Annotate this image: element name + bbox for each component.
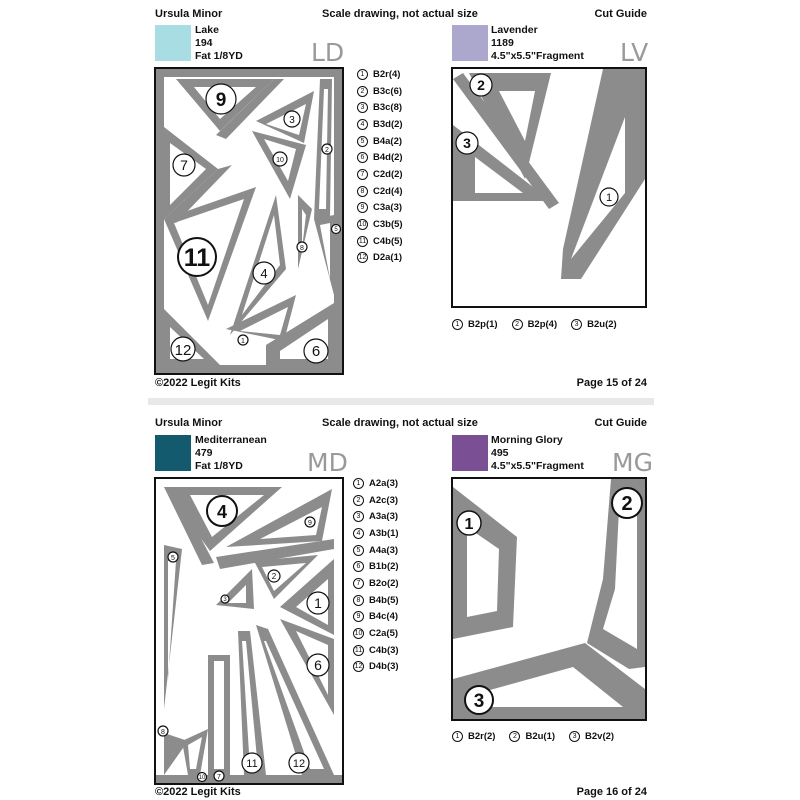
piece-number: 8 xyxy=(161,729,165,736)
fabric-swatch-lavender xyxy=(452,25,488,61)
piece-number: 6 xyxy=(311,343,321,360)
piece-number: 3 xyxy=(289,115,295,126)
legend-item: 2 B2p(4) xyxy=(512,316,558,333)
page-number: Page 16 of 24 xyxy=(576,786,647,798)
fabric-number: 194 xyxy=(195,37,213,49)
cut-guide-page-16 xyxy=(0,405,800,800)
fabric-name: Mediterranean xyxy=(195,434,267,446)
fabric-number: 1189 xyxy=(491,37,514,49)
fabric-swatch-mediterranean xyxy=(155,435,191,471)
fabric-info-lavender xyxy=(491,24,584,63)
guide-label: Cut Guide xyxy=(594,417,647,429)
guide-label: Cut Guide xyxy=(594,8,647,20)
fabric-cut: 4.5"x5.5"Fragment xyxy=(491,50,584,62)
piece-band-5 xyxy=(314,215,334,295)
legend-item: 9 B4c(4) xyxy=(353,609,399,626)
fabric-cut: 4.5"x5.5"Fragment xyxy=(491,460,584,472)
legend-item: 2 B3c(6) xyxy=(357,83,403,100)
piece-number: 2 xyxy=(477,77,485,93)
piece-number: 2 xyxy=(325,147,329,154)
legend-item: 4 A3b(1) xyxy=(353,525,399,542)
piece-number: 12 xyxy=(174,342,192,359)
legend-item: 8 B4b(5) xyxy=(353,592,399,609)
legend-item: 7 B2o(2) xyxy=(353,575,399,592)
cut-legend-md xyxy=(353,475,399,675)
cut-diagram-lv xyxy=(453,69,645,306)
copyright: ©2022 Legit Kits xyxy=(155,377,241,389)
piece-number: 4 xyxy=(260,266,268,281)
fabric-code: MD xyxy=(307,448,348,477)
legend-item: 3 B2v(2) xyxy=(569,728,614,745)
legend-item: 11 C4b(3) xyxy=(354,644,399,656)
fabric-number: 495 xyxy=(491,447,509,459)
legend-item: 9 C3a(3) xyxy=(357,200,403,217)
cut-diagram-mg xyxy=(453,479,645,719)
fabric-name: Morning Glory xyxy=(491,434,563,446)
copyright: ©2022 Legit Kits xyxy=(155,786,241,798)
piece-number: 10 xyxy=(198,775,206,781)
piece-number: 11 xyxy=(183,244,211,272)
legend-item: 10 C2a(5) xyxy=(354,628,399,640)
cut-panel-lv xyxy=(451,67,647,308)
piece-number: 1 xyxy=(314,595,322,611)
fabric-info-morning-glory xyxy=(491,434,584,473)
fabric-cut: Fat 1/8YD xyxy=(195,50,243,62)
pattern-title: Ursula Minor xyxy=(155,417,223,429)
legend-item: 3 B3c(8) xyxy=(357,99,403,116)
legend-item: 3 A3a(3) xyxy=(353,508,399,525)
legend-item: 2 B2u(1) xyxy=(509,728,555,745)
piece-number: 5 xyxy=(171,555,175,562)
piece-number: 2 xyxy=(621,493,633,515)
fabric-code: LD xyxy=(311,38,345,67)
piece-number: 3 xyxy=(223,597,227,603)
page-divider xyxy=(148,398,654,405)
legend-item: 7 C2d(2) xyxy=(357,166,403,183)
legend-item: 1 B2p(1) xyxy=(452,316,498,333)
legend-item: 12 D2a(1) xyxy=(358,252,403,264)
piece-number: 9 xyxy=(215,90,227,111)
fabric-number: 479 xyxy=(195,447,213,459)
piece-number: 1 xyxy=(241,338,245,345)
cut-diagram-md xyxy=(156,479,342,783)
legend-item: 10 C3b(5) xyxy=(358,219,403,231)
cut-panel-mg xyxy=(451,477,647,721)
piece-number: 5 xyxy=(334,227,338,233)
piece-band-1 xyxy=(453,487,517,639)
frame-band xyxy=(334,69,342,373)
legend-item: 6 B1b(2) xyxy=(353,558,399,575)
fabric-name: Lavender xyxy=(491,24,538,36)
page-number: Page 15 of 24 xyxy=(576,377,647,389)
fabric-info-mediterranean xyxy=(195,434,267,473)
cut-panel-ld xyxy=(154,67,344,375)
piece-band-3 xyxy=(216,569,254,609)
fabric-swatch-lake xyxy=(155,25,191,61)
legend-item: 2 A2c(3) xyxy=(353,492,399,509)
piece-number: 9 xyxy=(308,520,312,527)
legend-item: 1 B2r(2) xyxy=(452,728,495,745)
piece-band-12 xyxy=(256,625,334,775)
piece-number: 1 xyxy=(464,516,474,533)
legend-item: 8 C2d(4) xyxy=(357,183,403,200)
fabric-name: Lake xyxy=(195,24,219,36)
fabric-code: LV xyxy=(620,38,649,67)
legend-item: 3 B2u(2) xyxy=(571,316,617,333)
legend-item: 6 B4d(2) xyxy=(357,149,403,166)
legend-item: 12 D4b(3) xyxy=(354,661,399,673)
fabric-info-lake xyxy=(195,24,243,63)
piece-number: 3 xyxy=(463,135,471,151)
piece-number: 10 xyxy=(276,157,284,164)
piece-number: 3 xyxy=(473,691,485,712)
fabric-swatch-morning-glory xyxy=(452,435,488,471)
piece-band-7 xyxy=(208,655,230,775)
frame-band xyxy=(156,775,342,783)
piece-band-10 xyxy=(182,729,208,775)
piece-band-5 xyxy=(164,545,182,709)
piece-number: 2 xyxy=(271,572,277,581)
cut-diagram-ld xyxy=(156,69,342,373)
fabric-cut: Fat 1/8YD xyxy=(195,460,243,472)
piece-number: 11 xyxy=(246,758,258,770)
piece-number: 8 xyxy=(300,245,304,252)
piece-number: 6 xyxy=(314,657,322,673)
piece-number: 1 xyxy=(605,192,613,204)
legend-item: 5 A4a(3) xyxy=(353,542,399,559)
piece-number: 12 xyxy=(292,758,306,770)
piece-number: 4 xyxy=(216,502,228,522)
frame-band xyxy=(561,69,645,279)
piece-number: 7 xyxy=(180,157,188,173)
legend-item: 1 B2r(4) xyxy=(357,66,403,83)
cut-legend-ld xyxy=(357,66,403,266)
cut-panel-md xyxy=(154,477,344,785)
piece-number: 7 xyxy=(217,774,221,781)
piece-band-8 xyxy=(298,195,312,269)
legend-item: 1 A2a(3) xyxy=(353,475,399,492)
legend-item: 4 B3d(2) xyxy=(357,116,403,133)
cut-legend-mg xyxy=(452,728,628,745)
pattern-title: Ursula Minor xyxy=(155,8,223,20)
scale-note: Scale drawing, not actual size xyxy=(322,8,478,20)
fabric-code: MG xyxy=(612,448,653,477)
legend-item: 11 C4b(5) xyxy=(358,235,403,247)
legend-item: 5 B4a(2) xyxy=(357,133,403,150)
cut-legend-lv xyxy=(452,316,631,333)
scale-note: Scale drawing, not actual size xyxy=(322,417,478,429)
